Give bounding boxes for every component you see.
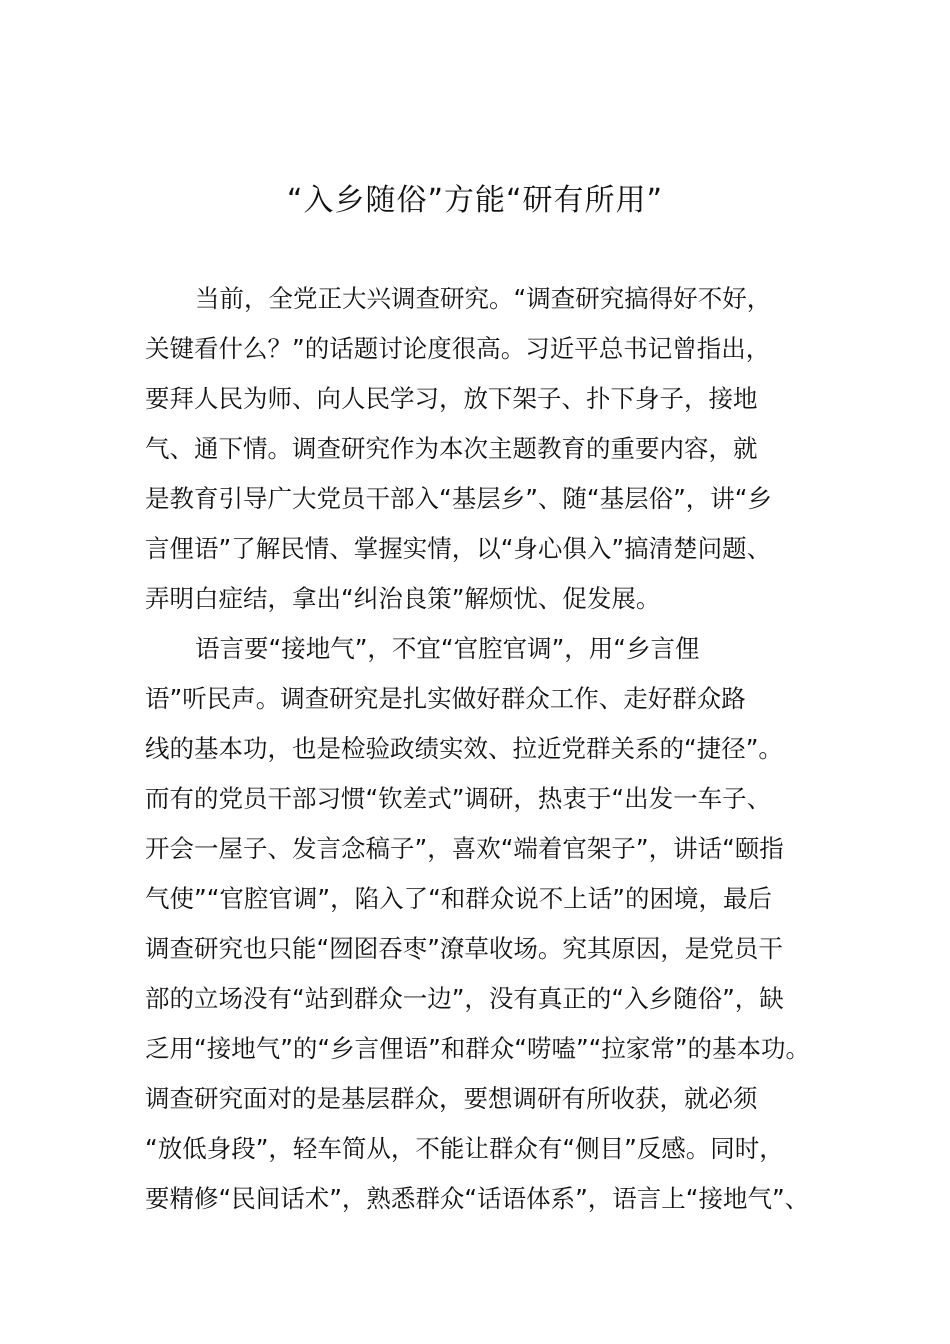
text-line: 言俚语”了解民情、掌握实情，以“身心俱入”搞清楚问题、 (145, 534, 772, 563)
text-line: 线的基本功，也是检验政绩实效、拉近党群关系的“捷径”。 (145, 734, 783, 763)
document-body (145, 274, 825, 1224)
text-line: 要拜人民为师、向人民学习，放下架子、扑下身子，接地 (145, 384, 758, 413)
text-line: 是教育引导广大党员干部入“基层乡”、随“基层俗”，讲“乡 (145, 484, 772, 513)
paragraph-2 (145, 624, 825, 1224)
text-line: 关键看什么？”的话题讨论度很高。习近平总书记曾指出， (145, 334, 771, 363)
text-line: 部的立场没有“站到群众一边”，没有真正的“入乡随俗”，缺 (145, 984, 784, 1013)
document-title: “入乡随俗”方能“研有所用” (286, 183, 664, 218)
text-line: 气、通下情。调查研究作为本次主题教育的重要内容，就 (145, 434, 758, 463)
paragraph-1 (145, 274, 825, 624)
text-line: 弄明白症结，拿出“纠治良策”解烦忧、促发展。 (145, 584, 661, 613)
text-line: 气使”“官腔官调”，陷入了“和群众说不上话”的困境，最后 (145, 884, 772, 913)
text-line: 乏用“接地气”的“乡言俚语”和群众“唠嗑”“拉家常”的基本功。 (145, 1034, 811, 1063)
text-line: 调查研究也只能“囫囵吞枣”潦草收场。究其原因，是党员干 (145, 934, 783, 963)
text-line: 要精修“民间话术”，熟悉群众“话语体系”，语言上“接地气”、 (145, 1184, 810, 1213)
text-line: 而有的党员干部习惯“钦差式”调研，热衷于“出发一车子、 (145, 784, 772, 813)
text-line: 开会一屋子、发言念稿子”，喜欢“端着官架子”，讲话“颐指 (145, 834, 784, 863)
text-line: “放低身段”，轻车简从，不能让群众有“侧目”反感。同时， (145, 1134, 784, 1163)
text-line: 当前，全党正大兴调查研究。“调查研究搞得好不好， (195, 284, 772, 313)
text-line: 调查研究面对的是基层群众，要想调研有所收获，就必须 (145, 1084, 758, 1113)
text-line: 语”听民声。调查研究是扎实做好群众工作、走好群众路 (145, 684, 746, 713)
text-line: 语言要“接地气”，不宜“官腔官调”，用“乡言俚 (195, 634, 700, 663)
